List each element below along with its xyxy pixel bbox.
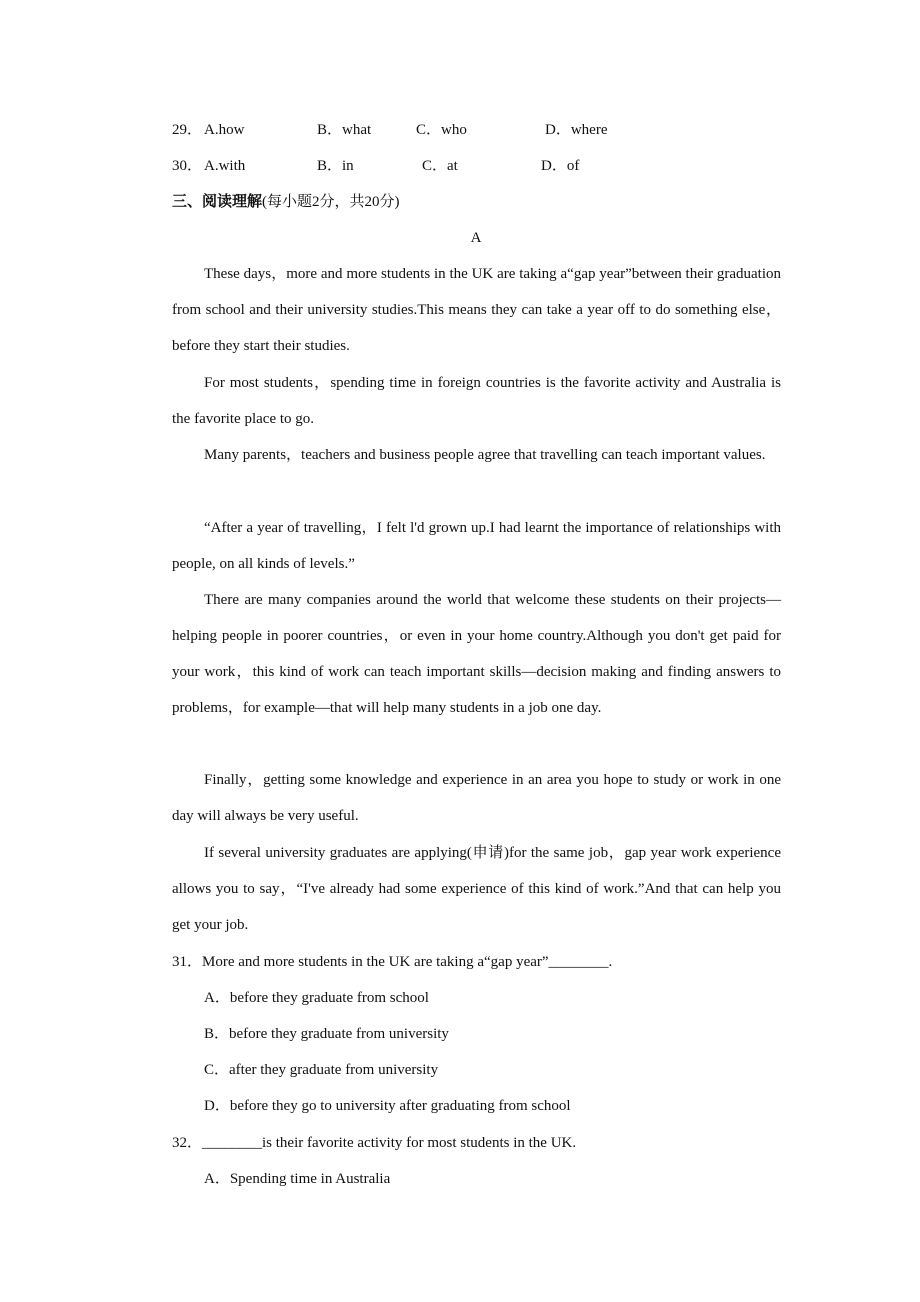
passage-paragraph: If several university graduates are applying(申请)for the same job，gap year work experience allows you to say，“I've already had some experience of this kind of work.”And that can help you get your job. [172,845,781,933]
q31-option-d: D．before they go to university after graduating from school [204,1098,571,1114]
passage-paragraph: Many parents，teachers and business people agree that travelling can teach important values. [204,447,766,463]
q30-number: 30． [172,158,203,174]
q29-option-a: A.how [204,122,245,138]
section-title: 三、阅读理解 [172,194,263,210]
q31-option-b: B．before they graduate from university [204,1026,449,1042]
q31-option-a: A．before they graduate from school [204,990,429,1006]
q31-option-c: C．after they graduate from university [204,1062,439,1078]
q29-number: 29． [172,122,203,138]
passage-paragraph: These days，more and more students in the UK are taking a“gap year”between their graduation from school and their university studies.This means they can take a year off to do something else，before they start their studies. [172,266,781,354]
q31-stem: 31．More and more students in the UK are taking a“gap year”________. [172,954,613,970]
q30-option-b: B．in [317,158,354,174]
passage-label: A [470,230,482,246]
q30-option-c: C．at [422,158,458,174]
q32-option-a: A．Spending time in Australia [204,1171,391,1187]
q29-option-c: C．who [416,122,467,138]
passage-paragraph: For most students，spending time in foreign countries is the favorite activity and Australia is the favorite place to go. [172,375,781,427]
q30-option-d: D．of [541,158,580,174]
q30-option-a: A.with [204,158,246,174]
section-score-note: (每小题2分，共20分) [262,194,400,210]
q29-option-d: D．where [545,122,608,138]
q32-stem: 32．________is their favorite activity for most students in the UK. [172,1135,577,1151]
passage-paragraph: “After a year of travelling，I felt l'd grown up.I had learnt the importance of relationships with people, on all kinds of levels.” [172,520,781,572]
passage-paragraph: There are many companies around the world that welcome these students on their projects—helping people in poorer countries，or even in your home country.Although you don't get paid for your work，this kind of work can teach important skills—decision making and finding answers to problems，for example—that will help many students in a job one day. [172,592,781,716]
q29-option-b: B．what [317,122,372,138]
passage-paragraph: Finally，getting some knowledge and experience in an area you hope to study or work in one day will always be very useful. [172,772,781,824]
section-heading [172,193,400,211]
